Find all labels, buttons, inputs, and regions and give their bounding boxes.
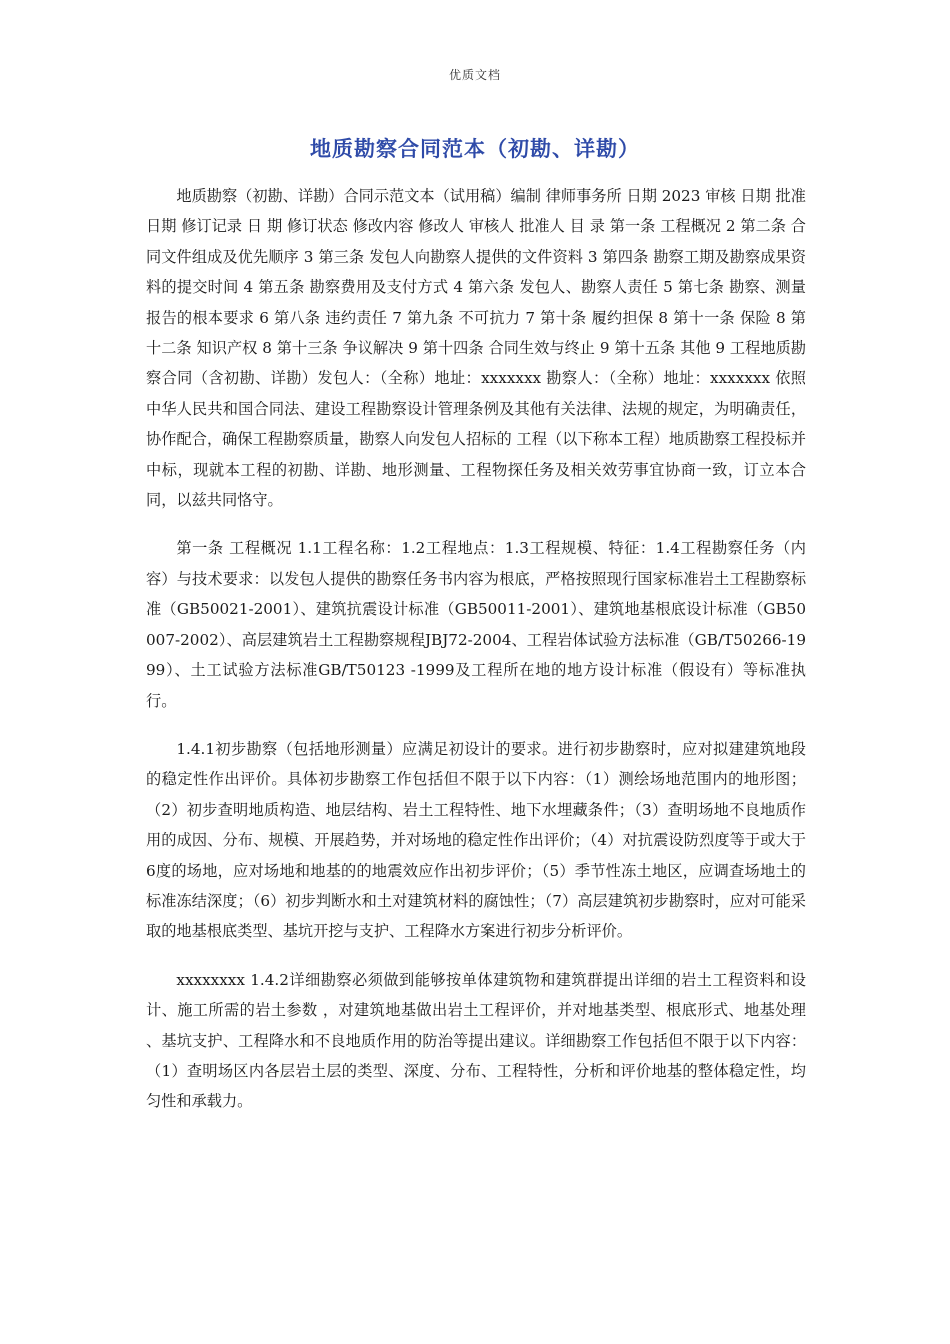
page-header: 优质文档 (448, 68, 501, 82)
paragraph-article-1: 第一条 工程概况 1.1工程名称：1.2工程地点：1.3工程规模、特征：1.4工程勘察任务（内容）与技术要求：以发包人提供的勘察任务书内容为根底，严格按照现行国家标准岩土工程勘察标准（GB50021-2001）、建筑抗震设计标准（GB50011-2001）、建筑地基根底设计标准（GB50007-2002）、高层建筑岩土工程勘察规程JBJ72-2004、工程岩体试验方法标准（GB/T50266-1999）、土工试验方法标准GB/T50123 -1999及工程所在地的地方设计标准（假设有）等标准执行。 (146, 539, 806, 710)
paragraph-contract-intro: 地质勘察（初勘、详勘）合同示范文本（试用稿）编制 律师事务所 日期 2023 审核 日期 批准 日期 修订记录 日 期 修订状态 修改内容 修改人 审核人 批准人 目 录 第一条 工程概况 2 第二条 合同文件组成及优先顺序 3 第三条 发包人向勘察人提供的文件资料 3 第四条 勘察工期及勘察成果资料的提交时间 4 第五条 勘察费用及支付方式 4 第六条 发包人、勘察人责任 5 第七条 勘察、测量报告的根本要求 6 第八条 违约责任 7 第九条 不可抗力 7 第十条 履约担保 8 第十一条 保险 8 第十二条 知识产权 8 第十三条 争议解决 9 第十四条 合同生效与终止 9 第十五条 其他 9 工程地质勘察合同（含初勘、详勘）发包人：（全称）地址：xxxxxxx 勘察人：（全称）地址：xxxxxxx 依照中华人民共和国合同法、建设工程勘察设计管理条例及其他有关法律、法规的规定，为明确责任，协作配合，确保工程勘察质量，勘察人向发包人招标的 工程（以下称本工程）地质勘察工程投标并中标，现就本工程的初勘、详勘、地形测量、工程物探任务及相关效劳事宜协商一致，订立本合同，以兹共同恪守。 (146, 187, 806, 510)
paragraph-detailed-survey: xxxxxxxx 1.4.2详细勘察必须做到能够按单体建筑物和建筑群提出详细的岩土工程资料和设计、施工所需的岩土参数 ，对建筑地基做出岩土工程评价，并对地基类型、根底形式、地基处理 、基坑支护、工程降水和不良地质作用的防治等提出建议。详细勘察工作包括但不限于以下内容：（1）查明场区内各层岩土层的类型、深度、分布、工程特性，分析和评价地基的整体稳定性，均匀性和承载力。 (146, 970, 806, 1111)
document-body (146, 181, 806, 1135)
paragraph-preliminary-survey: 1.4.1初步勘察（包括地形测量）应满足初设计的要求。进行初步勘察时，应对拟建建筑地段的稳定性作出评价。具体初步勘察工作包括但不限于以下内容：（1）测绘场地范围内的地形图；（2）初步查明地质构造、地层结构、岩土工程特性、地下水埋藏条件；（3）查明场地不良地质作用的成因、分布、规模、开展趋势，并对场地的稳定性作出评价；（4）对抗震设防烈度等于或大于6度的场地，应对场地和地基的的地震效应作出初步评价；（5）季节性冻土地区，应调查场地土的标准冻结深度；（6）初步判断水和土对建筑材料的腐蚀性；（7）高层建筑初步勘察时，应对可能采取的地基根底类型、基坑开挖与支护、工程降水方案进行初步分析评价。 (146, 739, 806, 941)
document-title: 地质勘察合同范本（初勘、详勘） (310, 137, 640, 161)
